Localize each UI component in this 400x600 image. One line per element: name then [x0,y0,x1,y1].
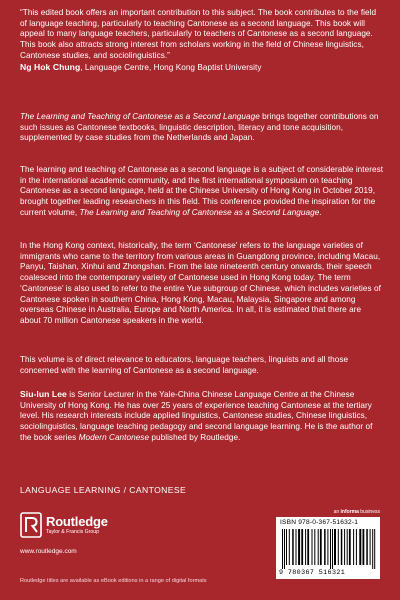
para1-book-title: The Learning and Teaching of Cantonese as a Second Language [79,207,320,217]
publisher-group: Taylor & Francis Group [46,528,100,535]
publisher-url: www.routledge.com [20,548,77,555]
book-title: The Learning and Teaching of Cantonese as a Second Language [20,112,260,121]
subject-category: LANGUAGE LEARNING / CANTONESE [20,485,187,495]
routledge-logo-icon [20,512,42,538]
bio-series-title: Modern Cantonese [78,432,150,442]
para2-text: In the Hong Kong context, historically, the term ‘Cantonese’ refers to the language varieties of immigrants who came to the territory from various areas in Guangdong province, including Macau, Panyu, Taishan, Xinhui and Zhongshan. From the late nineteenth century onwards, their speech coalesced into the contemporary variety of Cantonese used in Hong Kong today. The term ‘Cantonese’ is also used to refer to the entire Yue subgroup of Chinese, which includes varieties of Cantonese spoken in southern China, Hong Kong, Macau, Malaysia, Singapore and among overseas Chinese in Australia, Europe and North America. In all, it is estimated that there are about 70 million Cantonese speakers in the world. [20,241,381,325]
business-prefix: an [333,509,341,515]
description-paragraph-3 [20,355,384,376]
intro-text: brings together contributions on such issues as Cantonese textbooks, linguistic description, literacy and tone acquisition, supplemented by case studies from the Netherlands and Japan. [20,112,379,143]
quote-author: Ng Hok Chung [20,61,81,72]
informa-business-note [334,509,380,515]
business-suffix: business [358,509,380,515]
barcode-icon [280,529,376,569]
publisher-name: Routledge [46,513,108,529]
ebook-note: Routledge titles are available as eBook editions in a range of digital formats [20,578,207,584]
publisher-logo [20,510,140,540]
quote-attribution [20,62,384,74]
barcode-digits: 9 780367 516321 [279,569,346,577]
business-name: informa [340,509,359,515]
para1-end: . [319,207,322,217]
quote-affiliation: , Language Centre, Hong Kong Baptist University [80,62,262,72]
intro-paragraph [20,112,384,144]
isbn-barcode-box [276,517,380,579]
author-bio [20,389,384,444]
quote-text: “This edited book offers an important contribution to this subject. The book contributes to the field of language teaching, particularly to teaching Cantonese as a second language. This book will appeal to many language teachers, particularly to teachers of Cantonese as a second language. This book also attracts strong interest from scholars working in the field of Chinese linguistics, Cantonese studies, and sociolinguistics.” [20,8,377,60]
editor-name: Siu-lun Lee [20,389,67,399]
isbn-label: ISBN 978-0-367-51632-1 [280,519,359,526]
bio-text: is Senior Lecturer in the Yale-China Chinese Language Centre at the Chinese University of Hong Kong. He has over 25 years of experience teaching Cantonese at the tertiary level. His research interests include applied linguistics, Cantonese studies, Chinese linguistics, sociolinguistics, language teaching pedagogy and second language learning. He is the author of the book series [20,390,373,442]
para3-text: This volume is of direct relevance to educators, language teachers, linguists and all those concerned with the learning of Cantonese as a second language. [20,355,349,375]
description-paragraph-1 [20,165,384,219]
endorsement-quote [20,8,384,73]
bio-end: published by Routledge. [149,432,241,442]
description-paragraph-2 [20,241,384,327]
para1-text: The learning and teaching of Cantonese as a second language is a subject of considerable interest in the international academic community, and the first international symposium on teaching Cantonese as a second language, held at the Chinese University of Hong Kong in October 2019, brought together leading researchers in this field. This conference provided the inspiration for the current volume, [20,165,384,217]
